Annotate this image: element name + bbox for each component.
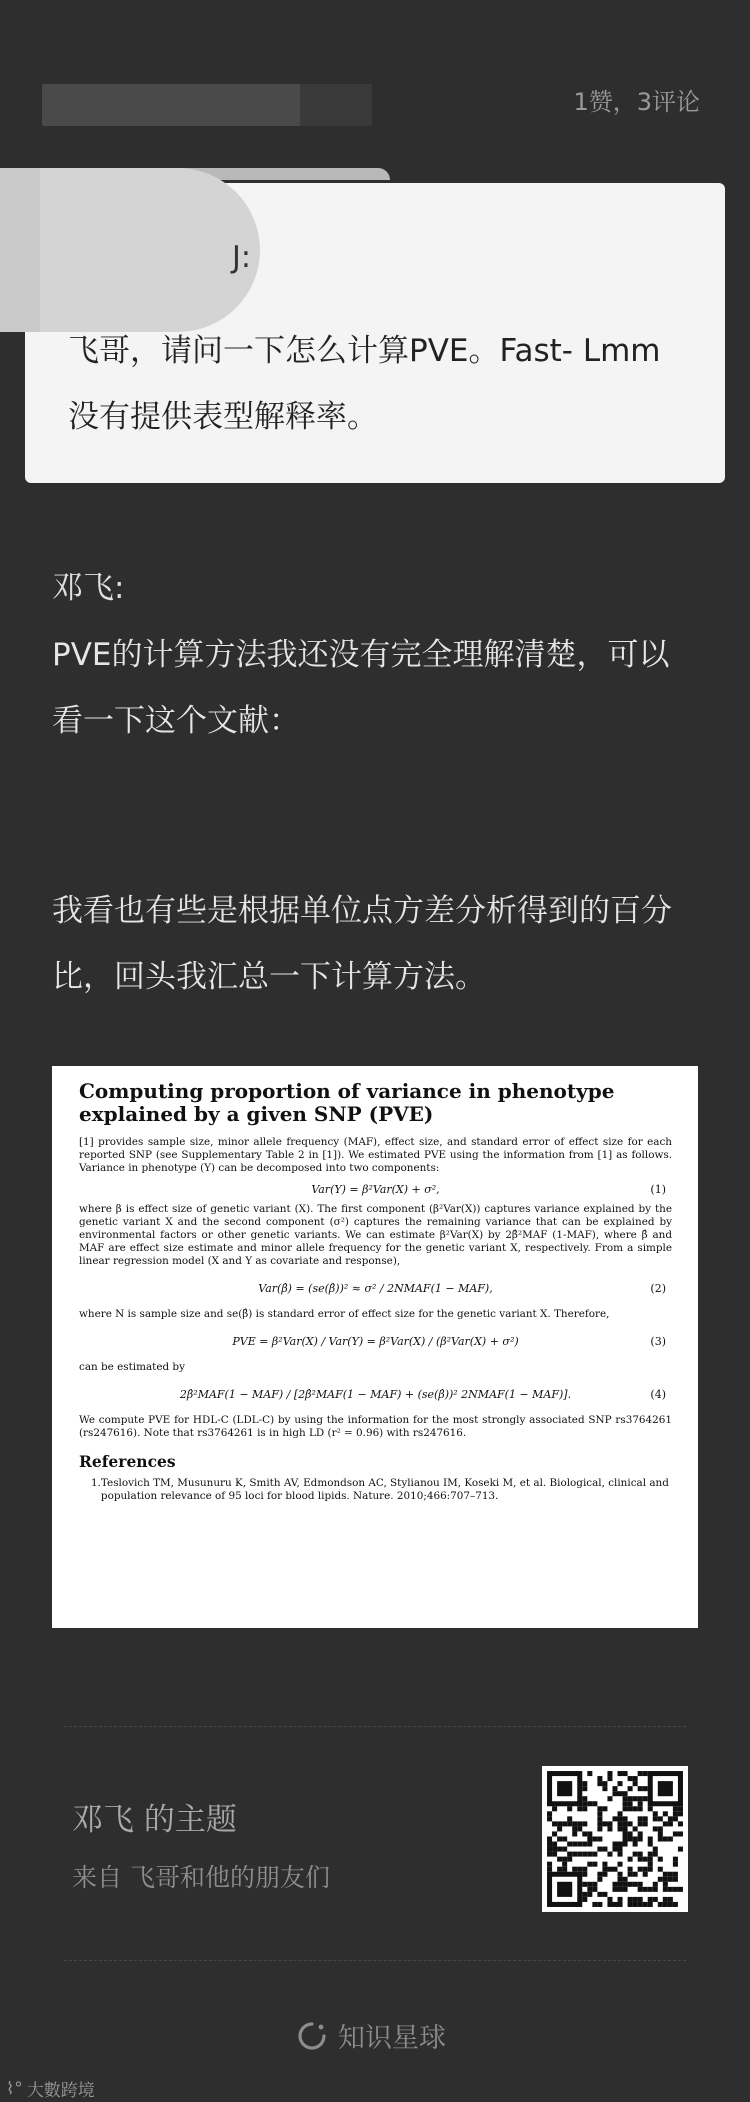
watermark-glyph: ⌇° <box>6 2078 23 2099</box>
paper-paragraph-4: can be estimated by <box>79 1361 185 1373</box>
answer-text-1: PVE的计算方法我还没有完全理解清楚，可以看一下这个文献： <box>52 637 670 739</box>
divider-bottom <box>64 1960 686 1961</box>
equation-1 <box>79 1175 672 1203</box>
equation-1-body: Var(Y) = β²Var(X) + σ², <box>311 1182 440 1196</box>
paper-excerpt-image[interactable] <box>52 1066 698 1628</box>
equation-2-number: (2) <box>650 1281 666 1295</box>
equation-3-number: (3) <box>650 1334 666 1348</box>
topic-source: 来自 飞哥和他的朋友们 <box>72 1863 330 1892</box>
paper-paragraph-1: [1] provides sample size, minor allele frequency (MAF), effect size, and standard error of effect size for each reported SNP (see Supplementary Table 2 in [1]). We estimated PVE using the information from [1] as follows. Variance in phenotype (Y) can be decomposed into two components: <box>79 1136 672 1174</box>
equation-2 <box>79 1268 672 1308</box>
blurred-avatar-overlay <box>40 168 260 332</box>
divider-top <box>64 1726 686 1727</box>
paper-paragraph-2: where β is effect size of genetic variant (X). The first component (β²Var(X)) captures variance explained by the genetic variant X and the second component (σ²) captures the remaining variance that can be explained by environmental factors or other genetic variants. We can estimate β²Var(X) by 2β̂²MAF (1-MAF), where β̂ and MAF are effect size estimate and minor allele frequency for the genetic variant X, respectively. From a simple linear regression model (X and Y as covariate and response), <box>79 1203 672 1267</box>
watermark <box>6 2076 95 2101</box>
paper-paragraph-3: where N is sample size and se(β̂) is standard error of effect size for the genetic variant X. Therefore, <box>79 1308 610 1320</box>
equation-3 <box>79 1321 672 1361</box>
blurred-username-fade <box>300 84 372 126</box>
equation-3-body: PVE = β²Var(X) / Var(Y) = β²Var(X) / (β²Var(X) + σ²) <box>232 1334 519 1348</box>
paper-paragraph-5: We compute PVE for HDL-C (LDL-C) by using the information for the most strongly associated SNP rs3764261 (rs247616). Note that rs3764261 is in high LD (r² = 0.96) with rs247616. <box>79 1414 672 1439</box>
qr-code <box>542 1766 688 1912</box>
reference-number: 1. <box>91 1477 101 1489</box>
references-heading: References <box>79 1452 176 1471</box>
equation-4-body: 2β̂²MAF(1 − MAF) / [2β̂²MAF(1 − MAF) + (se(β̂))² 2NMAF(1 − MAF)]. <box>179 1387 572 1401</box>
answer-author[interactable]: 邓飞: <box>52 570 125 606</box>
paper-title: Computing proportion of variance in phenotype explained by a given SNP (PVE) <box>79 1079 615 1126</box>
reference-text: Teslovich TM, Musunuru K, Smith AV, Edmondson AC, Stylianou IM, Koseki M, et al. Biological, clinical and population relevance of 95 loci for blood lipids. Nature. 2010;466:707–713. <box>100 1477 669 1502</box>
equation-2-body: Var(β̂) = (se(β̂))² ≈ σ² / 2NMAF(1 − MAF), <box>258 1281 493 1295</box>
topic-title: 邓飞 的主题 <box>72 1802 237 1838</box>
equation-4-number: (4) <box>650 1387 666 1401</box>
answer-text-2: 我看也有些是根据单位点方差分析得到的百分比，回头我汇总一下计算方法。 <box>52 893 672 995</box>
brand-logo <box>296 2016 446 2055</box>
brand-name: 知识星球 <box>338 2023 446 2054</box>
planet-icon <box>296 2020 328 2052</box>
question-text: 飞哥，请问一下怎么计算PVE。Fast- Lmm 没有提供表型解释率。 <box>68 333 661 435</box>
question-author: J: <box>232 240 251 275</box>
qr-code-graphic <box>542 1766 688 1912</box>
equation-4 <box>79 1374 672 1414</box>
equation-1-number: (1) <box>650 1182 666 1196</box>
likes-comments-count[interactable]: 1赞，3评论 <box>573 88 700 116</box>
watermark-text: 大數跨境 <box>26 2081 95 2101</box>
reference-item <box>79 1477 672 1503</box>
blurred-username <box>42 84 338 126</box>
